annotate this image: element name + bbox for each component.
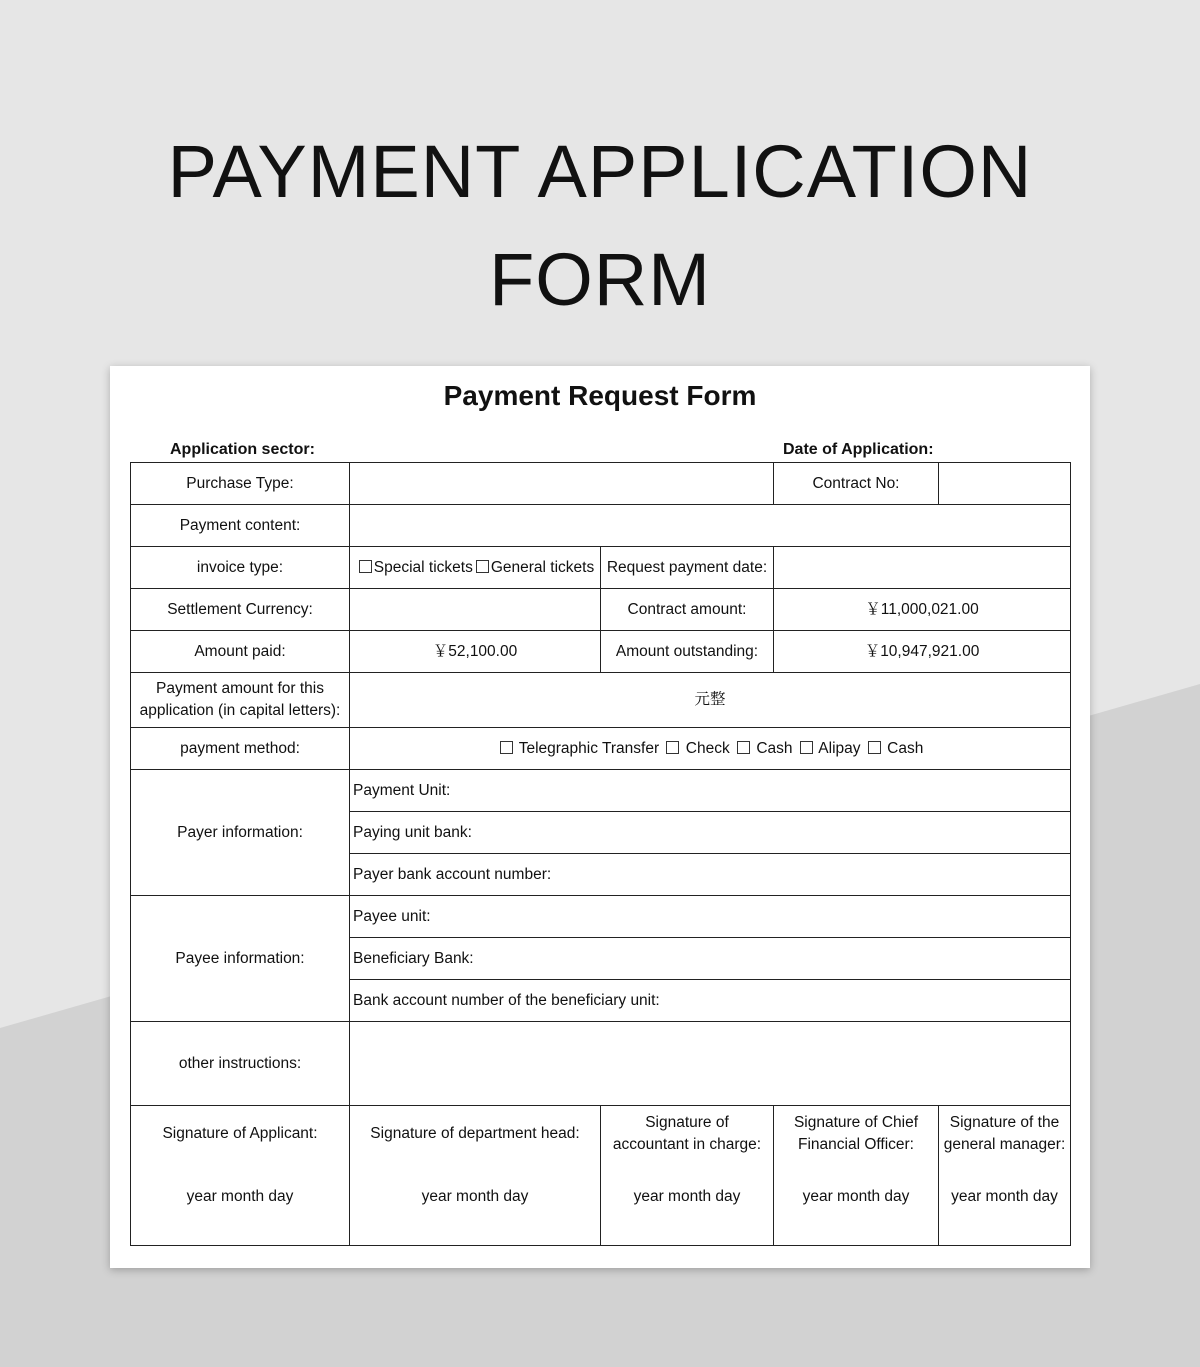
signature-applicant-label: Signature of Applicant: (162, 1125, 318, 1142)
application-sector-label: Application sector: (170, 441, 315, 458)
signature-applicant[interactable] (131, 1106, 350, 1246)
special-tickets-checkbox[interactable] (359, 560, 372, 573)
purchase-type-field[interactable] (350, 463, 774, 505)
amount-outstanding-label: Amount outstanding: (601, 631, 774, 673)
payer-bank-account-field[interactable]: Payer bank account number: (350, 854, 1071, 896)
cash-checkbox[interactable] (737, 741, 750, 754)
signature-cfo-line1: Signature of Chief (793, 1114, 919, 1131)
amount-outstanding-value: ￥10,947,921.00 (774, 631, 1071, 673)
check-label: Check (685, 739, 730, 757)
payment-content-label: Payment content: (131, 505, 350, 547)
signature-general-manager-line2: general manager: (943, 1136, 1066, 1153)
signature-department-head[interactable] (350, 1106, 601, 1246)
payment-request-table (130, 462, 1071, 1246)
payee-info-label: Payee information: (131, 896, 350, 1022)
contract-no-label: Contract No: (774, 463, 939, 505)
signature-cfo-line2: Financial Officer: (797, 1136, 914, 1153)
signature-department-head-label: Signature of department head: (370, 1125, 580, 1142)
signature-accountant[interactable] (601, 1106, 774, 1246)
invoice-type-label: invoice type: (131, 547, 350, 589)
cash-checkbox-2[interactable] (868, 741, 881, 754)
signature-general-manager-label (939, 1112, 1070, 1168)
amount-paid-label: Amount paid: (131, 631, 350, 673)
signature-cfo-label (777, 1112, 935, 1168)
signature-accountant-date: year month day (633, 1188, 741, 1205)
other-instructions-label: other instructions: (131, 1022, 350, 1106)
cash-label: Cash (756, 739, 793, 757)
signature-cfo-date: year month day (802, 1188, 910, 1205)
signature-department-head-date: year month day (421, 1188, 529, 1205)
signature-cfo[interactable] (774, 1106, 939, 1246)
general-tickets-label: General tickets (490, 558, 595, 576)
contract-no-field[interactable] (939, 463, 1071, 505)
invoice-type-options (350, 547, 601, 589)
page-title-line1: PAYMENT APPLICATION (167, 130, 1033, 213)
purchase-type-label: Purchase Type: (131, 463, 350, 505)
signature-accountant-line1: Signature of (645, 1114, 729, 1131)
payment-unit-field[interactable]: Payment Unit: (350, 770, 1071, 812)
general-tickets-checkbox[interactable] (476, 560, 489, 573)
telegraphic-transfer-checkbox[interactable] (500, 741, 513, 754)
request-payment-date-field[interactable] (774, 547, 1071, 589)
settlement-currency-field[interactable] (350, 589, 601, 631)
contract-amount-value: ￥11,000,021.00 (774, 589, 1071, 631)
special-tickets-label: Special tickets (373, 558, 473, 576)
capital-amount-field[interactable]: 元整 (350, 673, 1071, 728)
payment-method-options (350, 728, 1071, 770)
signature-general-manager-date: year month day (951, 1188, 1058, 1205)
signature-accountant-line2: accountant in charge: (612, 1136, 762, 1153)
capital-amount-label-line1: Payment amount for this (156, 680, 324, 697)
payee-unit-field[interactable]: Payee unit: (350, 896, 1071, 938)
contract-amount-label: Contract amount: (601, 589, 774, 631)
capital-amount-label-line2: application (in capital letters): (139, 702, 341, 719)
amount-paid-value: ￥52,100.00 (350, 631, 601, 673)
alipay-checkbox[interactable] (800, 741, 813, 754)
signature-general-manager[interactable] (939, 1106, 1071, 1246)
payment-method-label: payment method: (131, 728, 350, 770)
form-sheet (110, 366, 1090, 1268)
check-checkbox[interactable] (666, 741, 679, 754)
form-title: Payment Request Form (443, 380, 757, 411)
signature-general-manager-line1: Signature of the (949, 1114, 1060, 1131)
cash-label-2: Cash (887, 739, 924, 757)
paying-unit-bank-field[interactable]: Paying unit bank: (350, 812, 1071, 854)
request-payment-date-label: Request payment date: (601, 547, 774, 589)
settlement-currency-label: Settlement Currency: (131, 589, 350, 631)
capital-amount-label (131, 673, 350, 728)
telegraphic-transfer-label: Telegraphic Transfer (518, 739, 660, 757)
date-of-application-label: Date of Application: (783, 441, 934, 458)
alipay-label: Alipay (818, 739, 861, 757)
signature-applicant-date: year month day (186, 1188, 294, 1205)
signature-accountant-label (604, 1112, 770, 1168)
page-title (0, 118, 1200, 334)
payment-content-field[interactable] (350, 505, 1071, 547)
other-instructions-field[interactable] (350, 1022, 1071, 1106)
page-title-line2: FORM (489, 238, 711, 321)
beneficiary-account-field[interactable]: Bank account number of the beneficiary unit: (350, 980, 1071, 1022)
beneficiary-bank-field[interactable]: Beneficiary Bank: (350, 938, 1071, 980)
payer-info-label: Payer information: (131, 770, 350, 896)
